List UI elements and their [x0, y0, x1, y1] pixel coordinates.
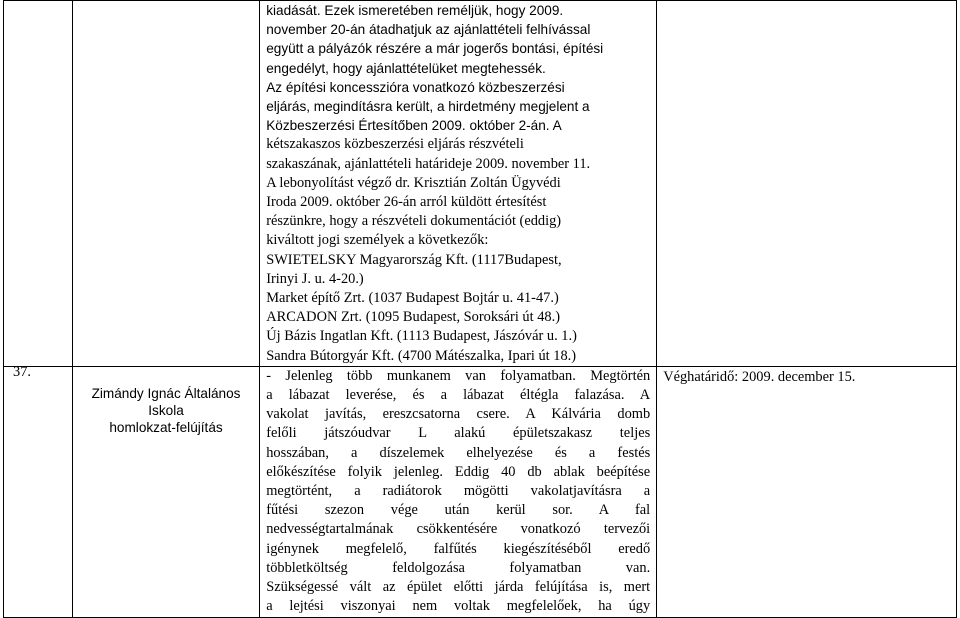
description-line: kiadását. Ezek ismeretében reméljük, hogy 2009. — [266, 3, 564, 18]
status-description-text — [260, 1, 656, 366]
description-line: együtt a pályázók részére a már jogerős bontási, építési — [266, 41, 604, 57]
description-line: többletköltség feldolgozása folyamatban van. — [266, 559, 651, 576]
description-line: november 20-án átadhatjuk az ajánlattételi felhívással — [266, 22, 591, 38]
deadline-cell — [657, 366, 957, 617]
project-status-table — [3, 0, 957, 618]
description-line: kiváltott jogi személyek a következők: — [266, 232, 489, 249]
description-line: Sandra Bútorgyár Kft. (4700 Mátészalka, Ipari út 18.) — [266, 347, 577, 364]
description-line: Szükségessé vált az épület előtti járda felújítása is, mert — [266, 579, 651, 596]
description-line: A lebonyolítást végző dr. Krisztián Zoltán Ügyvédi — [266, 174, 561, 191]
project-name-line: Zimándy Ignác Általános Iskola — [91, 385, 241, 418]
description-line: a lábazat leverése, és a lábazat éltégla falazása. A — [266, 387, 651, 404]
row-number: 37. — [13, 363, 31, 380]
description-line: ARCADON Zrt. (1095 Budapest, Soroksári út 48.) — [266, 309, 560, 326]
description-line: részünkre, hogy a részvételi dokumentációt (eddig) — [266, 213, 562, 230]
description-line: fűtési szezon vége után kerül sor. A fal — [266, 502, 651, 519]
deadline-cell — [657, 1, 957, 367]
description-line: SWIETELSKY Magyarország Kft. (1117Budapest, — [266, 251, 562, 268]
description-line: megtörtént, a radiátorok mögötti vakolatjavításra a — [266, 483, 651, 500]
description-line: vakolat javítás, ereszcsatorna csere. A Kálvária domb — [266, 406, 651, 423]
description-line: Iroda 2009. október 26-án arról küldött értesítést — [266, 194, 547, 211]
description-line: kétszakaszos közbeszerzési eljárás részvételi — [266, 136, 524, 153]
description-line: a lejtési viszonyai nem voltak megfelelőek, ha úgy — [266, 598, 651, 615]
description-line: Market építő Zrt. (1037 Budapest Bojtár u. 41-47.) — [266, 290, 559, 307]
project-name — [73, 367, 259, 436]
description-line: hosszában, a díszelemek elhelyezése és a festés — [266, 444, 651, 461]
status-description-text — [260, 367, 656, 617]
table-row — [4, 366, 957, 617]
row-number-cell — [4, 363, 73, 617]
status-description-cell — [260, 1, 657, 367]
description-line: - Jelenleg több munkanem van folyamatban. Megtörtén — [266, 367, 651, 384]
description-line: Közbeszerzési Értesítőben 2009. október 2-án. A — [266, 118, 562, 134]
project-name-cell — [72, 1, 259, 367]
description-line: nedvességtartalmának csökkentésére vonatkozó tervezői — [266, 521, 651, 538]
table-row — [4, 1, 957, 367]
project-name-line: homlokzat-felújítás — [109, 419, 223, 435]
description-line: Új Bázis Ingatlan Kft. (1113 Budapest, Jászóvár u. 1.) — [266, 328, 577, 345]
description-line: szakaszának, ajánlattételi határideje 2009. november 11. — [266, 155, 591, 172]
row-number-cell — [4, 1, 73, 367]
description-line: engedélyt, hogy ajánlattételüket megtehessék. — [266, 60, 546, 76]
project-name-cell — [72, 366, 259, 617]
deadline-note: Véghatáridő: 2009. december 15. — [663, 368, 856, 385]
description-line: igénynek megfelelő, falfűtés kiegészítéséből eredő — [266, 540, 651, 557]
status-description-cell — [260, 366, 657, 617]
description-line: előkészítése folyik jelenleg. Eddig 40 db ablak beépítése — [266, 463, 651, 480]
description-line: felőli játszóudvar L alakú épületszakasz teljes — [266, 425, 651, 442]
description-line: eljárás, megindításra került, a hirdetmény megjelent a — [266, 99, 590, 115]
description-line: Irinyi J. u. 4-20.) — [266, 270, 364, 287]
description-line: Az építési koncesszióra vonatkozó közbeszerzési — [266, 79, 565, 95]
